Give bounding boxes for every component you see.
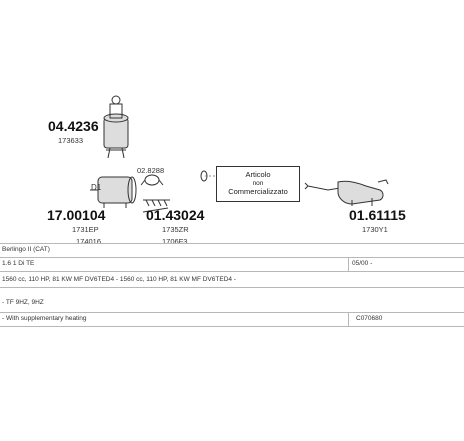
notice-line: Articolo (245, 170, 271, 179)
column-divider (348, 312, 349, 326)
table-divider (0, 287, 464, 288)
table-row (2, 315, 464, 322)
filter-drawing (90, 177, 136, 208)
table-row (2, 260, 464, 267)
clamp-drawing (141, 175, 163, 185)
chassis-code: C070680 (356, 315, 383, 322)
part-ref-label: 173633 (58, 136, 84, 145)
not-available-notice (216, 166, 300, 202)
table-row (2, 276, 464, 283)
column-divider (348, 257, 349, 271)
engine-variant: 1.6 1 Di TE (2, 260, 35, 267)
vehicle-model: Berlingo II (CAT) (2, 246, 50, 253)
part-code-label[interactable]: 17.00104 (47, 207, 106, 223)
table-divider (0, 312, 464, 313)
part-ref-label: 1735ZR (162, 225, 189, 234)
engine-code: - TF 9HZ, 9HZ (2, 299, 44, 306)
silencer-drawing (305, 180, 388, 206)
part-code-label[interactable]: 01.43024 (146, 207, 205, 223)
table-row (2, 246, 464, 253)
table-divider (0, 271, 464, 272)
part-ref-label: 1731EP (72, 225, 99, 234)
part-ref-label: 1730Y1 (362, 225, 388, 234)
production-date: 05/00 - (352, 260, 373, 267)
catalyst-drawing (104, 96, 128, 158)
part-code-label[interactable]: 04.4236 (48, 118, 99, 134)
heating-note: - With supplementary heating (2, 315, 87, 322)
notice-line: Commercializzato (228, 187, 288, 196)
part-code-label[interactable]: 02.8288 (137, 166, 165, 175)
part-ref-label: 174016 (76, 237, 102, 246)
table-divider (0, 257, 464, 258)
table-row (2, 299, 464, 306)
notice-line: non (252, 180, 264, 187)
part-ref-label: 1706F3 (162, 237, 188, 246)
table-divider (0, 326, 464, 327)
part-code-label[interactable]: 01.61115 (349, 207, 406, 223)
table-divider (0, 243, 464, 244)
pipe-drawing (140, 171, 207, 212)
part-position-label: D1 (91, 183, 102, 192)
engine-spec: 1560 cc, 110 HP, 81 KW MF DV6TED4 - 1560 cc, 110 HP, 81 KW MF DV6TED4 - (2, 276, 236, 283)
